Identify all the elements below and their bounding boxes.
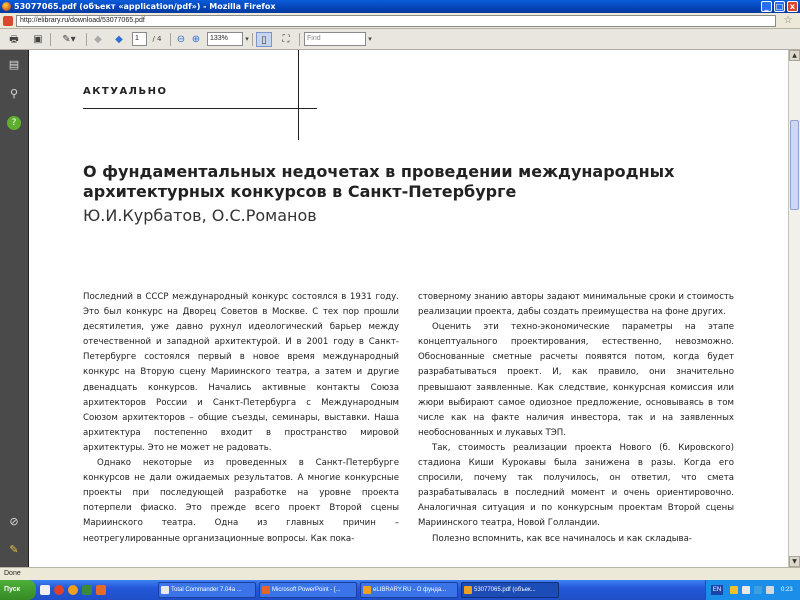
clock: 0:23	[781, 587, 793, 593]
scroll-up-icon[interactable]: ▲	[789, 50, 800, 61]
pdf-sidebar	[0, 50, 28, 567]
print-icon[interactable]: 🖶	[9, 34, 19, 45]
url-field[interactable]: http://elibrary.ru/download/53077065.pdf	[16, 15, 776, 27]
pdf-viewport	[28, 50, 788, 567]
volume-icon[interactable]	[766, 586, 774, 594]
window-title: 53077065.pdf (объект «application/pdf») - Mozilla Firefox	[14, 2, 276, 11]
toolbar-divider	[170, 33, 171, 46]
article-authors: Ю.И.Курбатов, О.С.Романов	[83, 206, 317, 225]
find-dropdown-icon[interactable]: ▾	[368, 35, 372, 43]
status-bar: Done	[0, 567, 800, 580]
pdf-page	[28, 50, 788, 567]
toolbar-divider	[252, 33, 253, 46]
quicklaunch-app-icon[interactable]	[96, 585, 106, 595]
task-elibrary[interactable]	[360, 582, 458, 598]
text-column-left	[83, 290, 399, 547]
header-rule	[83, 108, 317, 109]
attachments-icon[interactable]: ⊘	[9, 515, 19, 528]
powerpoint-icon	[262, 586, 270, 594]
close-button[interactable]: x	[787, 1, 798, 12]
fit-page-icon[interactable]: ⛶	[282, 34, 290, 45]
edit-menu-icon[interactable]: ✎▾	[62, 34, 76, 45]
task-total-commander[interactable]	[158, 582, 256, 598]
zoom-out-icon[interactable]: ⊖	[176, 34, 186, 45]
quicklaunch-firefox-icon[interactable]	[68, 585, 78, 595]
comments-icon[interactable]: ✎	[9, 543, 19, 556]
zoom-in-icon[interactable]: ⊕	[191, 34, 201, 45]
scroll-down-icon[interactable]: ▼	[789, 556, 800, 567]
article-title	[83, 162, 683, 202]
help-icon[interactable]: ?	[7, 116, 21, 130]
toolbar-divider	[50, 33, 51, 46]
page-total-label: / 4	[152, 35, 162, 43]
paragraph: Однако некоторые из проведенных в Санкт-Петербурге конкурсов не дали ожидаемых результатов. А многие конкурсные проекты при последующей разработке на уровне проекта потерпели фиаско. Это прежде всего проект Второй сцены Мариинского театра. Одна из главных причин – неотрегулированные организационные вопросы. Как пока-	[83, 458, 399, 544]
toolbar-divider	[299, 33, 300, 46]
article-title-line: архитектурных конкурсов в Санкт-Петербурге	[83, 182, 517, 201]
save-icon[interactable]: ▣	[33, 34, 43, 45]
section-label: АКТУАЛЬНО	[83, 86, 168, 97]
quicklaunch-folder-icon[interactable]	[82, 585, 92, 595]
total-commander-icon	[161, 586, 169, 594]
start-button[interactable]: Пуск	[0, 580, 36, 600]
window-titlebar	[0, 0, 800, 13]
network-icon[interactable]	[754, 586, 762, 594]
paragraph: Полезно вспомнить, как все начиналось и как складыва-	[432, 533, 692, 544]
pages-panel-icon[interactable]: ▤	[8, 58, 20, 71]
paragraph: Последний в СССР международный конкурс состоялся в 1931 году. Это был конкурс на Дворец Советов в Москве. С тех пор прошли десятилетия, уже давно рухнул идеологический барьер между отечественной и западной архитектурой. И в 2001 году в Санкт-Петербурге состоялся первый в новое время международный конкурс на Вторую сцену Мариинского театра, а затем и другие двенадцать конкурсов. Начались активные контакты Союза архитекторов России и Санкт-Петербурга с Международным Союзом архитекторов – общие съезды, семинары, выставки. Наша архитектура постепенно входит в пространство мировой архитектуры. Это не может не радовать.	[83, 292, 399, 453]
bookmark-star-icon[interactable]: ☆	[783, 15, 793, 26]
task-powerpoint[interactable]	[259, 582, 357, 598]
paragraph: стоверному знанию авторы задают минимальные сроки и стоимость реализации проекта, дабы создать преимущества на фоне других.	[418, 292, 734, 318]
fit-width-icon[interactable]: ▯	[256, 32, 272, 47]
address-bar	[0, 13, 800, 29]
article-title-line: О фундаментальных недочетах в проведении международных	[83, 162, 675, 181]
bookmarks-panel-icon[interactable]: ⚲	[9, 87, 19, 100]
browser-icon	[464, 586, 472, 594]
language-indicator[interactable]: EN	[712, 587, 722, 593]
vertical-scrollbar[interactable]	[788, 50, 800, 567]
previous-page-icon[interactable]: ◆	[94, 34, 102, 45]
windows-taskbar	[0, 580, 800, 600]
quicklaunch-opera-icon[interactable]	[54, 585, 64, 595]
paragraph: Оценить эти техно-экономические параметры на этапе концептуального проектирования, естественно, невозможно. Обоснованные сметные расчеты появятся потом, когда будет разрабатываться проект. И, как правило, они значительно превышают заявленные. Как следствие, конкурсная комиссия или жюри выбирают самое одиозное предложение, основываясь в том числе как на факте наличия инвестора, так и на заявленных необоснованных и лукавых ТЭП.	[418, 322, 734, 438]
toolbar-divider	[86, 33, 87, 46]
task-label: Total Commander 7.04a ...	[171, 587, 242, 593]
task-pdf[interactable]	[461, 582, 559, 598]
task-label: eLIBRARY.RU - О фунда...	[373, 587, 447, 593]
firefox-icon	[2, 2, 11, 11]
site-favicon-icon	[3, 16, 13, 26]
tray-app-icon[interactable]	[742, 586, 750, 594]
minimize-button[interactable]: _	[761, 1, 772, 12]
maximize-button[interactable]: □	[775, 2, 784, 11]
scroll-thumb[interactable]	[790, 120, 799, 210]
next-page-icon[interactable]: ◆	[115, 34, 123, 45]
page-left-edge	[28, 50, 29, 567]
zoom-dropdown-icon[interactable]: ▾	[245, 35, 249, 43]
quicklaunch-desktop-icon[interactable]	[40, 585, 50, 595]
browser-icon	[363, 586, 371, 594]
paragraph: Так, стоимость реализации проекта Нового (б. Кировского) стадиона Киши Курокавы была занижена в разы. Когда его спросили, почему так получилось, он ответил, что смета разрабатывалась в последний момент и очень ориентировочно. Аналогичная ситуация и по конкурсным проектам Второй сцены Мариинского театра, Новой Голландии.	[418, 442, 734, 529]
zoom-select[interactable]: 133%	[207, 32, 243, 46]
task-label: 53077065.pdf (объек...	[474, 587, 536, 593]
text-column-right	[418, 290, 734, 547]
header-vertical-rule	[298, 50, 299, 140]
task-label: Microsoft PowerPoint - [...	[272, 587, 341, 593]
tray-app-icon[interactable]	[730, 586, 738, 594]
system-tray	[705, 580, 800, 600]
page-number-input[interactable]: 1	[132, 32, 147, 46]
find-input[interactable]: Find	[304, 32, 366, 46]
pdf-toolbar	[0, 29, 800, 50]
